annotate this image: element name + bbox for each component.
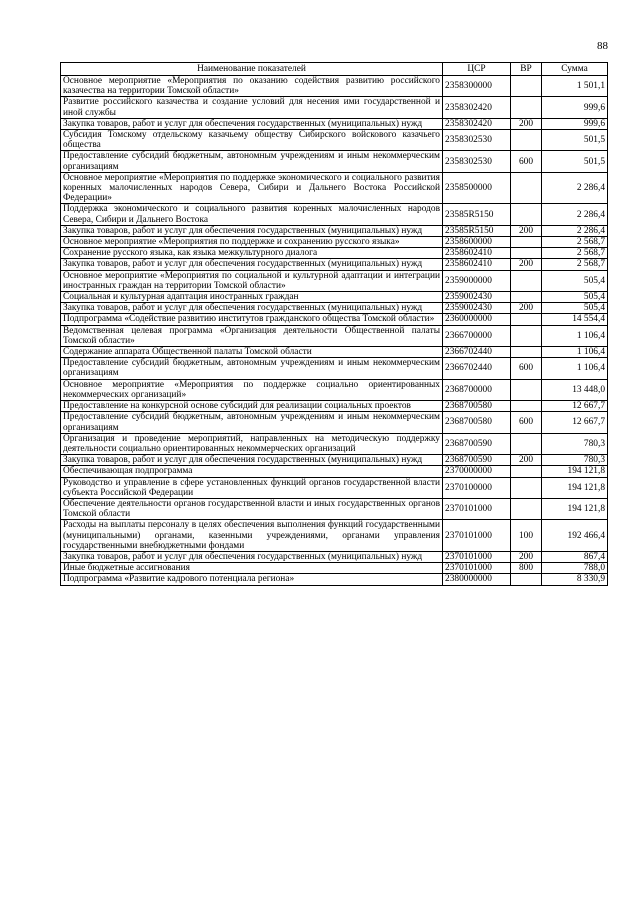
row-csr-cell: 2370100000: [443, 477, 511, 498]
table-row: [61, 270, 608, 291]
row-vr-cell: [511, 248, 542, 259]
row-vr-cell: [511, 433, 542, 454]
row-vr-cell: [511, 379, 542, 400]
row-vr-cell: [511, 237, 542, 248]
table-row: [61, 520, 608, 552]
row-csr-cell: 2370101000: [443, 520, 511, 552]
table-row: [61, 130, 608, 151]
row-csr-cell: 23585R5150: [443, 204, 511, 225]
row-csr-cell: 2358302420: [443, 118, 511, 129]
row-vr-cell: 200: [511, 118, 542, 129]
row-csr-cell: 2380000000: [443, 574, 511, 585]
row-csr-cell: 2366700000: [443, 325, 511, 346]
row-name-cell: Ведомственная целевая программа «Организация деятельности Общественной палаты Томской области»: [61, 325, 443, 346]
row-name-cell: Закупка товаров, работ и услуг для обеспечения государственных (муниципальных) нужд: [61, 551, 443, 562]
row-name-cell: Организация и проведение мероприятий, направленных на методическую поддержку деятельности социально ориентированных некоммерческих организаций: [61, 433, 443, 454]
row-csr-cell: 2358600000: [443, 237, 511, 248]
row-csr-cell: 2368700000: [443, 379, 511, 400]
row-vr-cell: 200: [511, 455, 542, 466]
row-name-cell: Основное мероприятие «Мероприятия по оказанию содействия развитию российского казачества на территории Томской области»: [61, 76, 443, 97]
row-name-cell: Поддержка экономического и социального развития коренных малочисленных народов Севера, Сибири и Дальнего Востока: [61, 204, 443, 225]
row-vr-cell: [511, 130, 542, 151]
row-vr-cell: [511, 292, 542, 303]
row-name-cell: Иные бюджетные ассигнования: [61, 563, 443, 574]
table-row: [61, 358, 608, 379]
table-row: [61, 314, 608, 325]
table-row: [61, 466, 608, 477]
row-sum-cell: 2 568,7: [542, 259, 608, 270]
row-vr-cell: 600: [511, 412, 542, 433]
row-vr-cell: 800: [511, 563, 542, 574]
row-vr-cell: [511, 76, 542, 97]
row-vr-cell: [511, 172, 542, 204]
row-sum-cell: 2 568,7: [542, 237, 608, 248]
row-name-cell: Предоставление субсидий бюджетным, автономным учреждениям и иным некоммерческим организациям: [61, 151, 443, 172]
row-sum-cell: 780,3: [542, 433, 608, 454]
row-sum-cell: 501,5: [542, 130, 608, 151]
row-name-cell: Социальная и культурная адаптация иностранных граждан: [61, 292, 443, 303]
row-csr-cell: 2358302420: [443, 97, 511, 118]
row-name-cell: Предоставление субсидий бюджетным, автономным учреждениям и иным некоммерческим организациям: [61, 412, 443, 433]
row-sum-cell: 2 286,4: [542, 225, 608, 236]
row-name-cell: Обеспечивающая подпрограмма: [61, 466, 443, 477]
row-vr-cell: 200: [511, 551, 542, 562]
row-sum-cell: 1 106,4: [542, 325, 608, 346]
table-row: [61, 303, 608, 314]
row-name-cell: Предоставление субсидий бюджетным, автономным учреждениям и иным некоммерческим организациям: [61, 358, 443, 379]
row-csr-cell: 2370000000: [443, 466, 511, 477]
row-sum-cell: 192 466,4: [542, 520, 608, 552]
row-sum-cell: 505,4: [542, 303, 608, 314]
row-vr-cell: [511, 477, 542, 498]
row-csr-cell: 2358302530: [443, 151, 511, 172]
row-sum-cell: 1 106,4: [542, 358, 608, 379]
row-sum-cell: 505,4: [542, 292, 608, 303]
row-csr-cell: 2358500000: [443, 172, 511, 204]
row-sum-cell: 1 106,4: [542, 347, 608, 358]
row-sum-cell: 8 330,9: [542, 574, 608, 585]
row-name-cell: Основное мероприятие «Мероприятия по социальной и культурной адаптации и интеграции иностранных граждан на территории Томской области»: [61, 270, 443, 291]
table-row: [61, 563, 608, 574]
row-name-cell: Основное мероприятие «Мероприятия по поддержке экономического и социального развития коренных малочисленных народов Севера, Сибири и Дальнего Востока Российской Федерации»: [61, 172, 443, 204]
table-row: [61, 248, 608, 259]
header-csr: ЦСР: [443, 63, 511, 76]
row-csr-cell: 2359000000: [443, 270, 511, 291]
table-row: [61, 292, 608, 303]
row-name-cell: Подпрограмма «Развитие кадрового потенциала региона»: [61, 574, 443, 585]
row-vr-cell: [511, 270, 542, 291]
row-vr-cell: 100: [511, 520, 542, 552]
row-name-cell: Закупка товаров, работ и услуг для обеспечения государственных (муниципальных) нужд: [61, 303, 443, 314]
table-row: [61, 325, 608, 346]
table-row: [61, 76, 608, 97]
row-vr-cell: 600: [511, 151, 542, 172]
row-sum-cell: 2 286,4: [542, 172, 608, 204]
row-name-cell: Содержание аппарата Общественной палаты Томской области: [61, 347, 443, 358]
row-csr-cell: 2358302530: [443, 130, 511, 151]
table-row: [61, 401, 608, 412]
row-csr-cell: 2370101000: [443, 551, 511, 562]
table-row: [61, 347, 608, 358]
row-name-cell: Основное мероприятие «Мероприятия по поддержке и сохранению русского языка»: [61, 237, 443, 248]
row-sum-cell: 780,3: [542, 455, 608, 466]
row-csr-cell: 2360000000: [443, 314, 511, 325]
row-sum-cell: 194 121,8: [542, 498, 608, 519]
table-body: [61, 76, 608, 586]
row-name-cell: Подпрограмма «Содействие развитию институтов гражданского общества Томской области»: [61, 314, 443, 325]
table-row: [61, 477, 608, 498]
row-vr-cell: 200: [511, 259, 542, 270]
row-name-cell: Предоставление на конкурсной основе субсидий для реализации социальных проектов: [61, 401, 443, 412]
table-row: [61, 551, 608, 562]
header-name: Наименование показателей: [61, 63, 443, 76]
table-row: [61, 225, 608, 236]
row-sum-cell: 194 121,8: [542, 477, 608, 498]
row-name-cell: Закупка товаров, работ и услуг для обеспечения государственных (муниципальных) нужд: [61, 259, 443, 270]
row-sum-cell: 999,6: [542, 97, 608, 118]
row-vr-cell: 200: [511, 225, 542, 236]
table-row: [61, 433, 608, 454]
table-row: [61, 97, 608, 118]
row-csr-cell: 2368700580: [443, 412, 511, 433]
row-csr-cell: 2359002430: [443, 303, 511, 314]
table-row: [61, 379, 608, 400]
row-name-cell: Закупка товаров, работ и услуг для обеспечения государственных (муниципальных) нужд: [61, 225, 443, 236]
row-vr-cell: [511, 498, 542, 519]
row-sum-cell: 999,6: [542, 118, 608, 129]
row-vr-cell: [511, 325, 542, 346]
row-csr-cell: 2358300000: [443, 76, 511, 97]
row-csr-cell: 2370101000: [443, 498, 511, 519]
row-csr-cell: 2368700580: [443, 401, 511, 412]
budget-table: [60, 62, 608, 586]
row-vr-cell: [511, 401, 542, 412]
row-vr-cell: [511, 314, 542, 325]
table-row: [61, 118, 608, 129]
table-row: [61, 151, 608, 172]
row-csr-cell: 23585R5150: [443, 225, 511, 236]
table-row: [61, 455, 608, 466]
table-header-row: [61, 63, 608, 76]
row-vr-cell: [511, 347, 542, 358]
row-vr-cell: 200: [511, 303, 542, 314]
row-sum-cell: 194 121,8: [542, 466, 608, 477]
table-row: [61, 498, 608, 519]
row-vr-cell: [511, 97, 542, 118]
table-row: [61, 204, 608, 225]
row-csr-cell: 2366702440: [443, 347, 511, 358]
row-name-cell: Субсидия Томскому отдельскому казачьему обществу Сибирского войскового казачьего общества: [61, 130, 443, 151]
row-csr-cell: 2368700590: [443, 433, 511, 454]
row-sum-cell: 505,4: [542, 270, 608, 291]
row-vr-cell: 600: [511, 358, 542, 379]
row-name-cell: Расходы на выплаты персоналу в целях обеспечения выполнения функций государственными (муниципальными) органами, казенными учреждениями, органами управления государственными внебюджетными фондами: [61, 520, 443, 552]
header-sum: Сумма: [542, 63, 608, 76]
row-csr-cell: 2358602410: [443, 259, 511, 270]
row-sum-cell: 13 448,0: [542, 379, 608, 400]
row-csr-cell: 2358602410: [443, 248, 511, 259]
row-vr-cell: [511, 574, 542, 585]
page-number: 88: [597, 40, 608, 52]
row-name-cell: Обеспечение деятельности органов государственной власти и иных государственных органов Томской области: [61, 498, 443, 519]
table-row: [61, 412, 608, 433]
row-vr-cell: [511, 204, 542, 225]
table-row: [61, 237, 608, 248]
header-vr: ВР: [511, 63, 542, 76]
row-sum-cell: 867,4: [542, 551, 608, 562]
row-name-cell: Закупка товаров, работ и услуг для обеспечения государственных (муниципальных) нужд: [61, 118, 443, 129]
row-sum-cell: 12 667,7: [542, 401, 608, 412]
row-name-cell: Руководство и управление в сфере установленных функций органов государственной власти субъекта Российской Федерации: [61, 477, 443, 498]
row-name-cell: Развитие российского казачества и создание условий для несения ими государственной и иной службы: [61, 97, 443, 118]
row-sum-cell: 2 568,7: [542, 248, 608, 259]
row-csr-cell: 2359002430: [443, 292, 511, 303]
row-name-cell: Сохранение русского языка, как языка межкультурного диалога: [61, 248, 443, 259]
row-name-cell: Закупка товаров, работ и услуг для обеспечения государственных (муниципальных) нужд: [61, 455, 443, 466]
row-csr-cell: 2368700590: [443, 455, 511, 466]
table-row: [61, 259, 608, 270]
row-sum-cell: 788,0: [542, 563, 608, 574]
row-csr-cell: 2366702440: [443, 358, 511, 379]
row-sum-cell: 12 667,7: [542, 412, 608, 433]
row-sum-cell: 14 554,4: [542, 314, 608, 325]
row-csr-cell: 2370101000: [443, 563, 511, 574]
row-sum-cell: 501,5: [542, 151, 608, 172]
table-row: [61, 172, 608, 204]
row-sum-cell: 1 501,1: [542, 76, 608, 97]
row-vr-cell: [511, 466, 542, 477]
table-row: [61, 574, 608, 585]
row-sum-cell: 2 286,4: [542, 204, 608, 225]
row-name-cell: Основное мероприятие «Мероприятия по поддержке социально ориентированных некоммерческих организаций»: [61, 379, 443, 400]
